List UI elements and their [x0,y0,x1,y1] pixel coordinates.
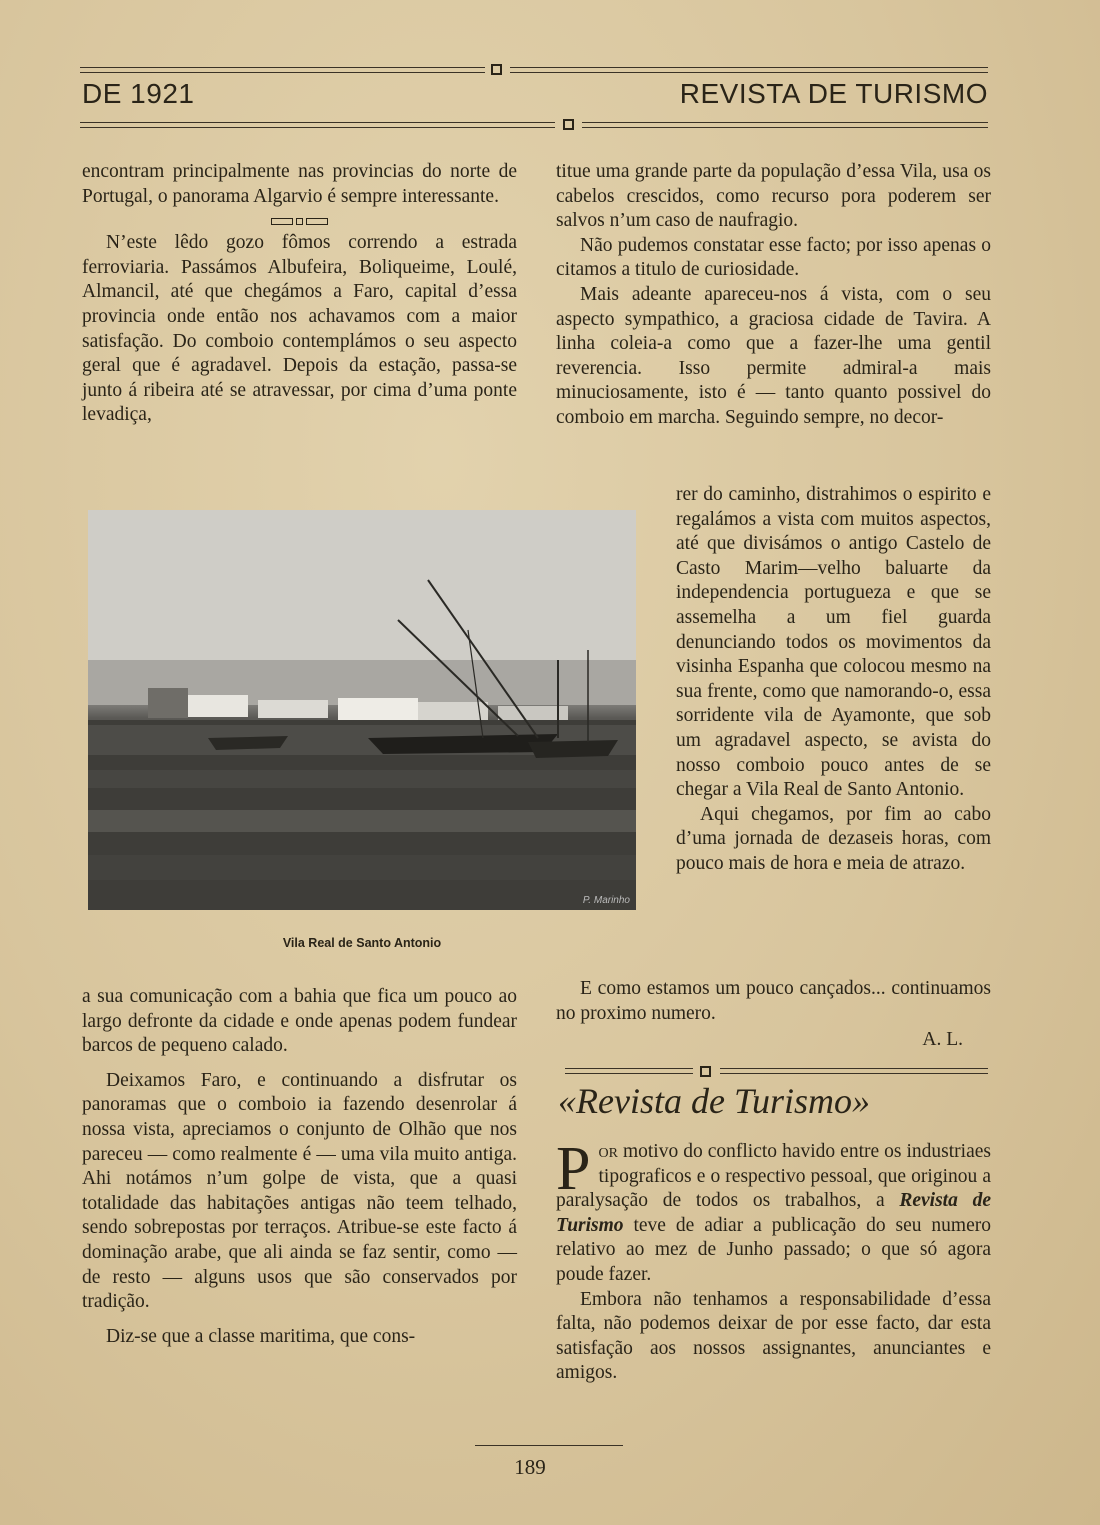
paragraph: rer do caminho, distrahimos o espirito e regalámos a vista com muitos aspectos, até que divisámos o antigo Castelo de Casto Marim—velho baluarte da independencia portugueza e que se assemelha a um fiel guarda denunciando todos os movimentos da visinha Espanha que colocou mesmo na sua frente, como que namorando-o, essa sorridente vila de Ayamonte, que sob um agradavel aspecto, se avista do nosso comboio pouco antes de se chegar a Vila Real de Santo Antonio. [676,484,991,801]
header-rule-top-left-2 [80,72,485,73]
paragraph: Diz-se que a classe maritima, que cons- [106,1325,416,1347]
paragraph: encontram principalmente nas provincias do norte de Portugal, o panorama Algarvio é sempre interessante. [82,161,517,207]
notice-text: motivo do conflicto havido entre os industriaes tipograficos e o respectivo pessoal, que originou a paralysação de todos os trabalhos, a [556,1141,991,1212]
header-ornament-top [491,64,502,75]
magazine-name: Revista de Turismo [556,1190,991,1236]
paragraph: Deixamos Faro, e continuando a disfrutar os panoramas que o comboio ia fazendo desenrolar á nossa vista, apreciamos o conjunto de Olhão que nos pareceu — como realmente é — uma vila muito antiga. Ahi notámos n’um golpe de vista, que a quasi totalidade das habitações antigas não teem telhado, sendo sobrepostas por terraços. Atribue-se este facto á dominação arabe, que ali ainda se faz sentir, como — de resto — alguns usos que são conservados por tradição. [82,1069,517,1313]
notice-paragraph [556,1135,991,1288]
harbor-photo [88,510,636,910]
notice-title: «Revista de Turismo» [558,1081,870,1121]
header-left: DE 1921 [82,78,195,109]
notice-rule-right [720,1068,988,1069]
header-right: REVISTA DE TURISMO [679,78,988,109]
first-word-rest: or [598,1141,618,1162]
header-rule-bottom-left-2 [80,127,555,128]
notice-rule-left-2 [565,1073,693,1074]
footer-rule [475,1445,623,1446]
drop-cap: P [556,1135,591,1203]
right-column-top [556,160,991,431]
right-column-beside-photo [676,483,991,877]
header-rule-top-left [80,67,485,68]
harbor-photo-illustration [88,510,636,910]
notice-rule-right-2 [720,1073,988,1074]
header-rule-top-right [510,67,988,68]
paragraph: Não pudemos constatar esse facto; por isso apenas o citamos a titulo de curiosidade. [556,234,991,281]
header-rule-bottom-right [582,122,988,123]
header-rule-bottom-right-2 [582,127,988,128]
photo-caption: Vila Real de Santo Antonio [282,936,442,950]
left-column-top [82,160,517,428]
notice-body [556,1135,991,1386]
paragraph: titue uma grande parte da população d’essa Vila, usa os cabelos crescidos, como recurso pora poderem ser salvos n’um caso de naufragio. [556,161,991,232]
paragraph: E como estamos um pouco cançados... continuamos no proximo numero. [556,978,991,1024]
header-rule-top-right-2 [510,72,988,73]
header-rule-bottom-left [80,122,555,123]
notice-text-end: teve de adiar a publicação do seu numero relativo ao mez de Junho passado; o que só agora poude fazer. [556,1214,991,1285]
photo-credit: P. Marinho [582,895,630,906]
header-ornament-bottom [563,119,574,130]
paragraph: Aqui chegamos, por fim ao cabo d’uma jornada de dezaseis horas, com pouco mais de hora e meia de atrazo. [676,803,991,874]
page-number: 189 [514,1455,546,1479]
right-column-end [556,977,991,1053]
notice-paragraph-2: Embora não tenhamos a responsabilidade d’essa falta, não podemos deixar de por esse facto, dar esta satisfação aos nossos assignantes, anunciantes e amigos. [556,1288,991,1384]
paragraph: a sua comunicação com a bahia que fica um pouco ao largo defronte da cidade e onde apenas podem fundear barcos de pequeno calado. [82,986,517,1057]
author-signature: A. L. [922,1029,963,1051]
paragraph: N’este lêdo gozo fômos correndo a estrada ferroviaria. Passámos Albufeira, Boliqueime, Loulé, Almancil, até que chegámos a Faro, capital d’essa provincia onde então nos achavamos com a maior satisfação. Do comboio contemplámos o seu aspecto geral que é agradavel. Depois da estação, passa-se junto á ribeira até se atravessar, por cima d’uma ponte levadiça, [82,232,517,426]
left-column-bottom [82,985,517,1349]
notice-rule-left [565,1068,693,1069]
paragraph: Mais adeante apareceu-nos á vista, com o seu aspecto sympathico, a graciosa cidade de Tavira. A linha coleia-a como que a fazer-lhe uma gentil reverencia. Isso permite admiral-a mais minuciosamente, isto é — tanto quanto possivel do comboio em marcha. Seguindo sempre, no decor- [556,283,991,428]
ornament-divider [82,211,517,231]
notice-ornament [700,1066,711,1077]
